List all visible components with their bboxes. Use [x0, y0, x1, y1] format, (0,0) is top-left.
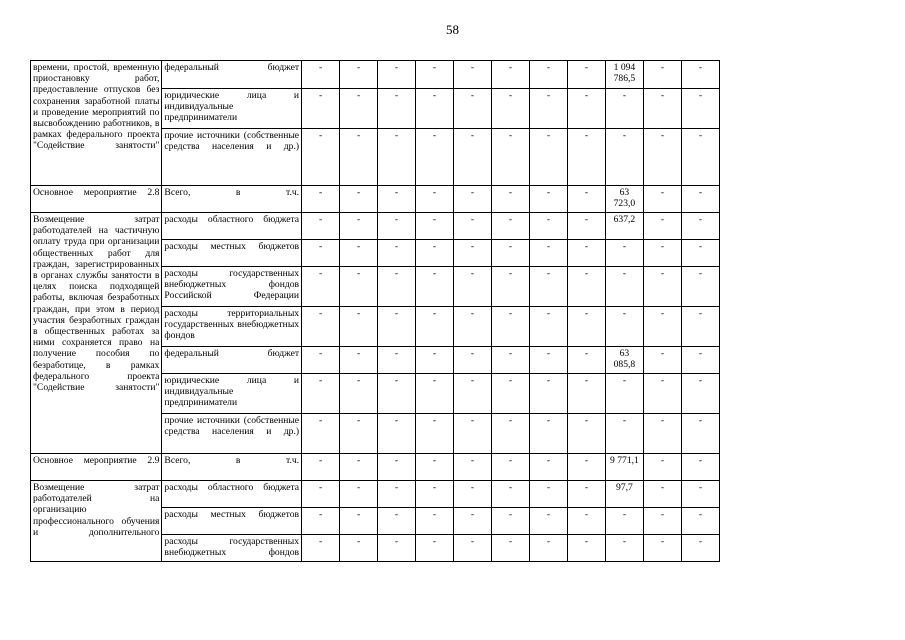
value-cell: -: [378, 186, 416, 213]
value-cell: -: [491, 414, 529, 454]
value-cell: -: [378, 481, 416, 508]
value-cell: -: [302, 481, 340, 508]
value-cell: -: [454, 481, 492, 508]
table-row: [31, 186, 720, 213]
value-cell: -: [454, 213, 492, 240]
value-cell: 63 085,8: [605, 347, 643, 374]
value-cell: -: [302, 89, 340, 129]
value-cell: -: [605, 89, 643, 129]
funding-source: расходы государственных внебюджетных фондов: [162, 535, 302, 562]
value-cell: -: [340, 414, 378, 454]
value-cell: -: [643, 240, 681, 267]
value-cell: -: [643, 508, 681, 535]
value-cell: -: [340, 307, 378, 347]
funding-source: прочие источники (собственные средства населения и др.): [162, 414, 302, 454]
value-cell: -: [416, 508, 454, 535]
value-cell: -: [643, 414, 681, 454]
value-cell: 97,7: [605, 481, 643, 508]
value-cell: -: [681, 374, 719, 414]
funding-source: расходы территориальных государственных внебюджетных фондов: [162, 307, 302, 347]
value-cell: -: [454, 89, 492, 129]
value-cell: -: [681, 454, 719, 481]
funding-source: расходы областного бюджета: [162, 213, 302, 240]
value-cell: -: [302, 213, 340, 240]
value-cell: -: [340, 481, 378, 508]
value-cell: -: [529, 61, 567, 89]
value-cell: -: [340, 89, 378, 129]
value-cell: -: [529, 535, 567, 562]
value-cell: -: [378, 307, 416, 347]
funding-source: расходы областного бюджета: [162, 481, 302, 508]
value-cell: -: [643, 535, 681, 562]
value-cell: -: [302, 414, 340, 454]
value-cell: -: [567, 61, 605, 89]
value-cell: -: [302, 535, 340, 562]
funding-source: юридические лица и индивидуальные предприниматели: [162, 89, 302, 129]
funding-source: федеральный бюджет: [162, 347, 302, 374]
value-cell: -: [491, 129, 529, 186]
value-cell: -: [605, 129, 643, 186]
value-cell: -: [416, 61, 454, 89]
value-cell: -: [378, 89, 416, 129]
value-cell: -: [681, 89, 719, 129]
funding-source: Всего, в т.ч.: [162, 454, 302, 481]
value-cell: -: [378, 129, 416, 186]
value-cell: -: [416, 414, 454, 454]
value-cell: -: [567, 240, 605, 267]
value-cell: -: [340, 374, 378, 414]
table-row: [31, 454, 720, 481]
value-cell: -: [416, 267, 454, 307]
value-cell: -: [529, 267, 567, 307]
value-cell: -: [491, 347, 529, 374]
value-cell: -: [416, 535, 454, 562]
funding-source: федеральный бюджет: [162, 61, 302, 89]
value-cell: -: [454, 267, 492, 307]
value-cell: -: [340, 267, 378, 307]
value-cell: -: [302, 129, 340, 186]
value-cell: -: [643, 186, 681, 213]
value-cell: -: [454, 347, 492, 374]
measure-heading: Основное мероприятие 2.9: [31, 454, 162, 481]
value-cell: -: [454, 240, 492, 267]
value-cell: -: [605, 267, 643, 307]
value-cell: -: [681, 213, 719, 240]
value-cell: -: [378, 267, 416, 307]
value-cell: -: [491, 307, 529, 347]
value-cell: -: [567, 213, 605, 240]
value-cell: -: [529, 481, 567, 508]
value-cell: -: [340, 535, 378, 562]
value-cell: -: [529, 307, 567, 347]
value-cell: -: [567, 481, 605, 508]
value-cell: -: [605, 414, 643, 454]
value-cell: -: [643, 347, 681, 374]
value-cell: -: [605, 374, 643, 414]
table-row: [31, 213, 720, 240]
value-cell: -: [302, 267, 340, 307]
value-cell: -: [681, 508, 719, 535]
value-cell: 1 094 786,5: [605, 61, 643, 89]
value-cell: -: [643, 267, 681, 307]
value-cell: -: [378, 535, 416, 562]
value-cell: -: [454, 129, 492, 186]
value-cell: -: [302, 240, 340, 267]
value-cell: -: [567, 347, 605, 374]
value-cell: -: [681, 535, 719, 562]
value-cell: -: [416, 129, 454, 186]
value-cell: 637,2: [605, 213, 643, 240]
value-cell: -: [567, 508, 605, 535]
value-cell: -: [454, 454, 492, 481]
value-cell: -: [302, 374, 340, 414]
value-cell: -: [529, 508, 567, 535]
value-cell: -: [302, 508, 340, 535]
value-cell: -: [529, 89, 567, 129]
value-cell: -: [491, 454, 529, 481]
value-cell: -: [378, 61, 416, 89]
measure-description: Возмещение затрат работодателей на частичную оплату труда при организации общественных работ для граждан, зарегистрированных в органах службы занятости в целях поиска подходящей работы, включая безработных граждан, при этом в период участия безработных граждан в общественных работах за ними сохраняется право на получение пособия по безработице, в рамках федерального проекта "Содействие занятости": [31, 213, 162, 454]
value-cell: -: [529, 240, 567, 267]
value-cell: -: [340, 508, 378, 535]
value-cell: -: [567, 414, 605, 454]
value-cell: -: [605, 535, 643, 562]
value-cell: -: [302, 347, 340, 374]
value-cell: -: [567, 129, 605, 186]
funding-table: [30, 60, 720, 562]
value-cell: -: [529, 186, 567, 213]
value-cell: -: [416, 307, 454, 347]
value-cell: -: [416, 89, 454, 129]
value-cell: 63 723,0: [605, 186, 643, 213]
value-cell: -: [378, 454, 416, 481]
value-cell: -: [643, 454, 681, 481]
value-cell: -: [454, 307, 492, 347]
funding-source: расходы государственных внебюджетных фондов Российской Федерации: [162, 267, 302, 307]
value-cell: -: [605, 240, 643, 267]
value-cell: -: [340, 129, 378, 186]
value-cell: -: [454, 61, 492, 89]
value-cell: -: [491, 481, 529, 508]
value-cell: -: [340, 240, 378, 267]
value-cell: -: [302, 61, 340, 89]
value-cell: -: [416, 240, 454, 267]
value-cell: -: [529, 129, 567, 186]
value-cell: -: [491, 535, 529, 562]
value-cell: -: [378, 347, 416, 374]
value-cell: -: [302, 186, 340, 213]
value-cell: -: [643, 129, 681, 186]
value-cell: -: [681, 186, 719, 213]
value-cell: -: [529, 454, 567, 481]
value-cell: -: [567, 267, 605, 307]
value-cell: -: [567, 307, 605, 347]
value-cell: -: [416, 213, 454, 240]
table-row: [31, 61, 720, 89]
value-cell: -: [681, 61, 719, 89]
value-cell: -: [302, 307, 340, 347]
funding-source: расходы местных бюджетов: [162, 508, 302, 535]
value-cell: -: [643, 213, 681, 240]
value-cell: 9 771,1: [605, 454, 643, 481]
page-number: 58: [446, 22, 459, 37]
value-cell: -: [454, 414, 492, 454]
value-cell: -: [529, 414, 567, 454]
value-cell: -: [567, 374, 605, 414]
value-cell: -: [340, 347, 378, 374]
value-cell: -: [491, 89, 529, 129]
value-cell: -: [378, 414, 416, 454]
value-cell: -: [681, 240, 719, 267]
value-cell: -: [416, 481, 454, 508]
measure-description: Возмещение затрат работодателей на организацию профессионального обучения и дополнительного: [31, 481, 162, 562]
value-cell: -: [454, 535, 492, 562]
value-cell: -: [529, 347, 567, 374]
value-cell: -: [302, 454, 340, 481]
value-cell: -: [454, 508, 492, 535]
value-cell: -: [491, 374, 529, 414]
measure-description: времени, простой, временную приостановку работ, предоставление отпусков без сохранения заработной платы и проведение мероприятий по высвобождению работников, в рамках федерального проекта "Содействие занятости": [31, 61, 162, 186]
value-cell: -: [529, 374, 567, 414]
value-cell: -: [567, 89, 605, 129]
value-cell: -: [643, 481, 681, 508]
value-cell: -: [567, 186, 605, 213]
value-cell: -: [340, 213, 378, 240]
value-cell: -: [454, 374, 492, 414]
value-cell: -: [491, 267, 529, 307]
funding-source: прочие источники (собственные средства населения и др.): [162, 129, 302, 186]
funding-source: Всего, в т.ч.: [162, 186, 302, 213]
value-cell: -: [681, 307, 719, 347]
value-cell: -: [643, 61, 681, 89]
value-cell: -: [378, 213, 416, 240]
value-cell: -: [643, 307, 681, 347]
value-cell: -: [605, 508, 643, 535]
value-cell: -: [416, 454, 454, 481]
value-cell: -: [416, 186, 454, 213]
value-cell: -: [567, 535, 605, 562]
value-cell: -: [567, 454, 605, 481]
value-cell: -: [643, 89, 681, 129]
value-cell: -: [681, 347, 719, 374]
value-cell: -: [454, 186, 492, 213]
value-cell: -: [491, 213, 529, 240]
measure-heading: Основное мероприятие 2.8: [31, 186, 162, 213]
value-cell: -: [340, 61, 378, 89]
value-cell: -: [491, 240, 529, 267]
value-cell: -: [643, 374, 681, 414]
value-cell: -: [681, 414, 719, 454]
value-cell: -: [340, 454, 378, 481]
value-cell: -: [681, 267, 719, 307]
value-cell: -: [416, 374, 454, 414]
value-cell: -: [491, 61, 529, 89]
funding-source: юридические лица и индивидуальные предприниматели: [162, 374, 302, 414]
value-cell: -: [529, 213, 567, 240]
value-cell: -: [491, 508, 529, 535]
value-cell: -: [378, 508, 416, 535]
value-cell: -: [681, 481, 719, 508]
table-row: [31, 481, 720, 508]
value-cell: -: [681, 129, 719, 186]
value-cell: -: [378, 374, 416, 414]
value-cell: -: [416, 347, 454, 374]
funding-source: расходы местных бюджетов: [162, 240, 302, 267]
value-cell: -: [491, 186, 529, 213]
value-cell: -: [340, 186, 378, 213]
value-cell: -: [605, 307, 643, 347]
value-cell: -: [378, 240, 416, 267]
